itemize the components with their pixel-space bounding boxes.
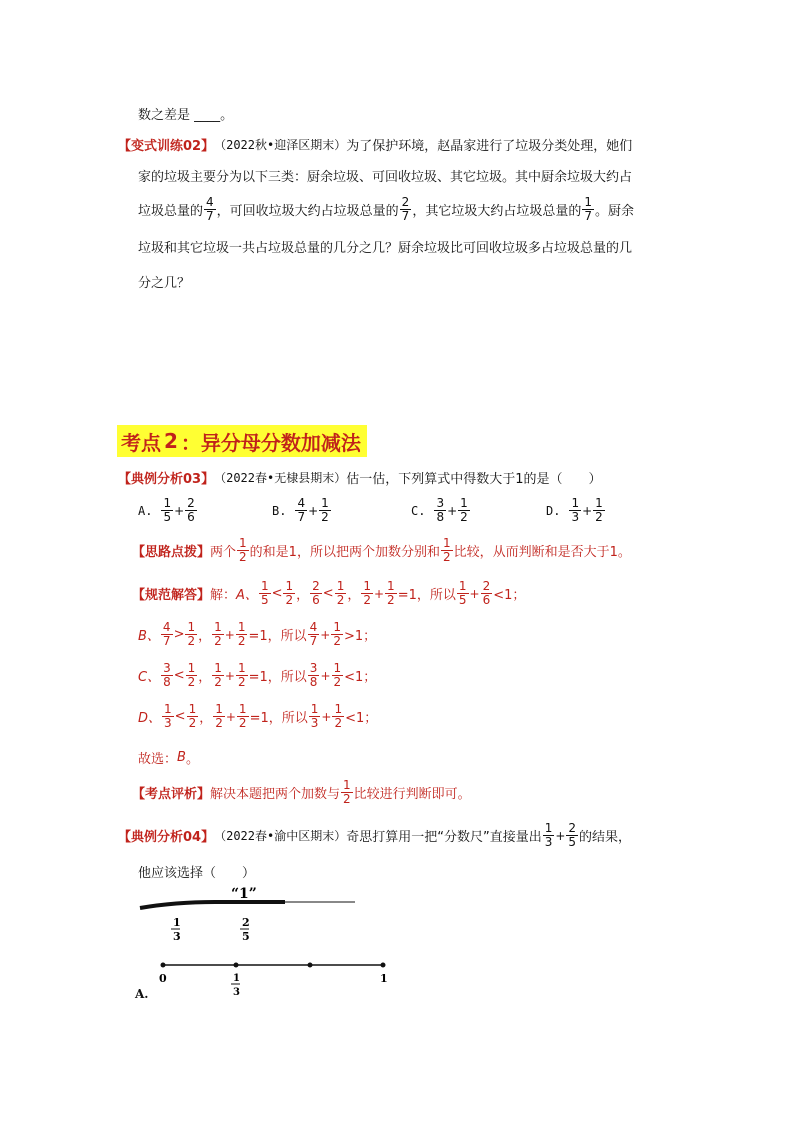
exercise-02-line-1: 【变式训练02】 （2022秋•迎泽区期末） 为了保护环境，赵晶家进行了垃圾分类处理，她们: [118, 135, 632, 154]
ruler-top-label: “1”: [231, 886, 257, 902]
number-line-point: [381, 963, 386, 968]
number-line-one: 1: [380, 972, 388, 985]
solution-line-d: D、 $\frac{1}{3}$ < $\frac{1}{2}$ ， $\frac{1}{2}$ + $\frac{1}{2}$ =1，所以 $\frac{1}{3}$ + $\frac{1}{2}$ <1；: [138, 702, 378, 730]
fraction-ruler-figure: [135, 880, 375, 950]
evaluation-line: 【考点评析】 解决本题把两个加数与 $\frac{1}{2}$ 比较进行判断即可。: [132, 778, 471, 806]
exercise-02-line-4: 垃圾和其它垃圾一共占垃圾总量的几分之几？厨余垃圾比可回收垃圾多占垃圾总量的几: [138, 241, 633, 256]
section-heading: 考点 2 ：异分母分数加减法: [117, 425, 367, 457]
solution-line-a: 【规范解答】 解： A、 $\frac{1}{5}$ < $\frac{1}{2}$ ， $\frac{2}{6}$ < $\frac{1}{2}$ ， $\frac{1}{2}$ + $\frac{1}{2}$ =1，所以 $\frac{1}{5}$ + $\frac{2}{6}$ <1；: [132, 579, 526, 607]
option-b[interactable]: B. $\frac{4}{7}$ + $\frac{1}{2}$: [272, 496, 329, 524]
ruler-label-den-1: 3: [173, 930, 181, 943]
fraction: $\frac{1}{7}$: [584, 195, 592, 223]
exercise-02-line-3: 垃圾总量的 $\frac{4}{7}$ ，可回收垃圾大约占垃圾总量的 $\frac{2}{7}$ ，其它垃圾大约占垃圾总量的 $\frac{1}{7}$ 。厨余: [138, 195, 634, 223]
exercise-02-line-2: 家的垃圾主要分为以下三类：厨余垃圾、可回收垃圾、其它垃圾。其中厨余垃圾大约占: [138, 170, 633, 185]
solution-line-c: C、 $\frac{3}{8}$ < $\frac{1}{2}$ ， $\frac{1}{2}$ + $\frac{1}{2}$ =1，所以 $\frac{3}{8}$ + $\frac{1}{2}$ <1；: [138, 661, 377, 689]
option-d[interactable]: D. $\frac{1}{3}$ + $\frac{1}{2}$: [546, 496, 603, 524]
exercise-tag: 【变式训练02】: [118, 139, 215, 154]
ruler-bold-segment: [140, 902, 285, 908]
answer-line: 故选： B 。: [138, 750, 199, 767]
example-04-question: 【典例分析04】 （2022春•渝中区期末） 奇思打算用一把“分数尺”直接量出 $\frac{1}{3}$ + $\frac{2}{5}$ 的结果，: [118, 821, 632, 849]
example-03-question: 【典例分析03】 （2022春•无棣县期末） 估一估，下列算式中得数大于1的是（ ）: [118, 471, 602, 487]
example-04-question-2: 他应该选择（ ）: [138, 866, 256, 881]
number-line-point: [308, 963, 313, 968]
number-line-point: [234, 963, 239, 968]
number-line-third-den: 3: [233, 987, 240, 998]
ruler-label-num-1: 1: [173, 916, 181, 929]
continued-question-text: 数之差是 ____。: [138, 108, 234, 123]
number-line-zero: 0: [159, 972, 167, 985]
fraction: $\frac{4}{7}$: [206, 195, 214, 223]
number-line-third-num: 1: [233, 973, 240, 984]
exercise-source: （2022秋•迎泽区期末）: [214, 138, 347, 152]
option-a-label: A.: [135, 987, 149, 1001]
solution-line-b: B、 $\frac{4}{7}$ > $\frac{1}{2}$ ， $\frac{1}{2}$ + $\frac{1}{2}$ =1，所以 $\frac{4}{7}$ + $\frac{1}{2}$ >1；: [138, 620, 377, 648]
option-a[interactable]: A. $\frac{1}{5}$ + $\frac{2}{6}$: [138, 496, 195, 524]
exercise-02-line-5: 分之几？: [138, 276, 191, 291]
hint-line: 【思路点拨】 两个 $\frac{1}{2}$ 的和是1，所以把两个加数分别和 $\frac{1}{2}$ 比较，从而判断和是否大于1。: [132, 536, 631, 564]
ruler-label-den-2: 5: [242, 930, 250, 943]
fraction: $\frac{2}{7}$: [401, 195, 410, 223]
number-line-option-a[interactable]: [155, 955, 395, 1000]
number-line-point: [161, 963, 166, 968]
ruler-label-num-2: 2: [242, 916, 250, 929]
option-c[interactable]: C. $\frac{3}{8}$ + $\frac{1}{2}$: [411, 496, 468, 524]
